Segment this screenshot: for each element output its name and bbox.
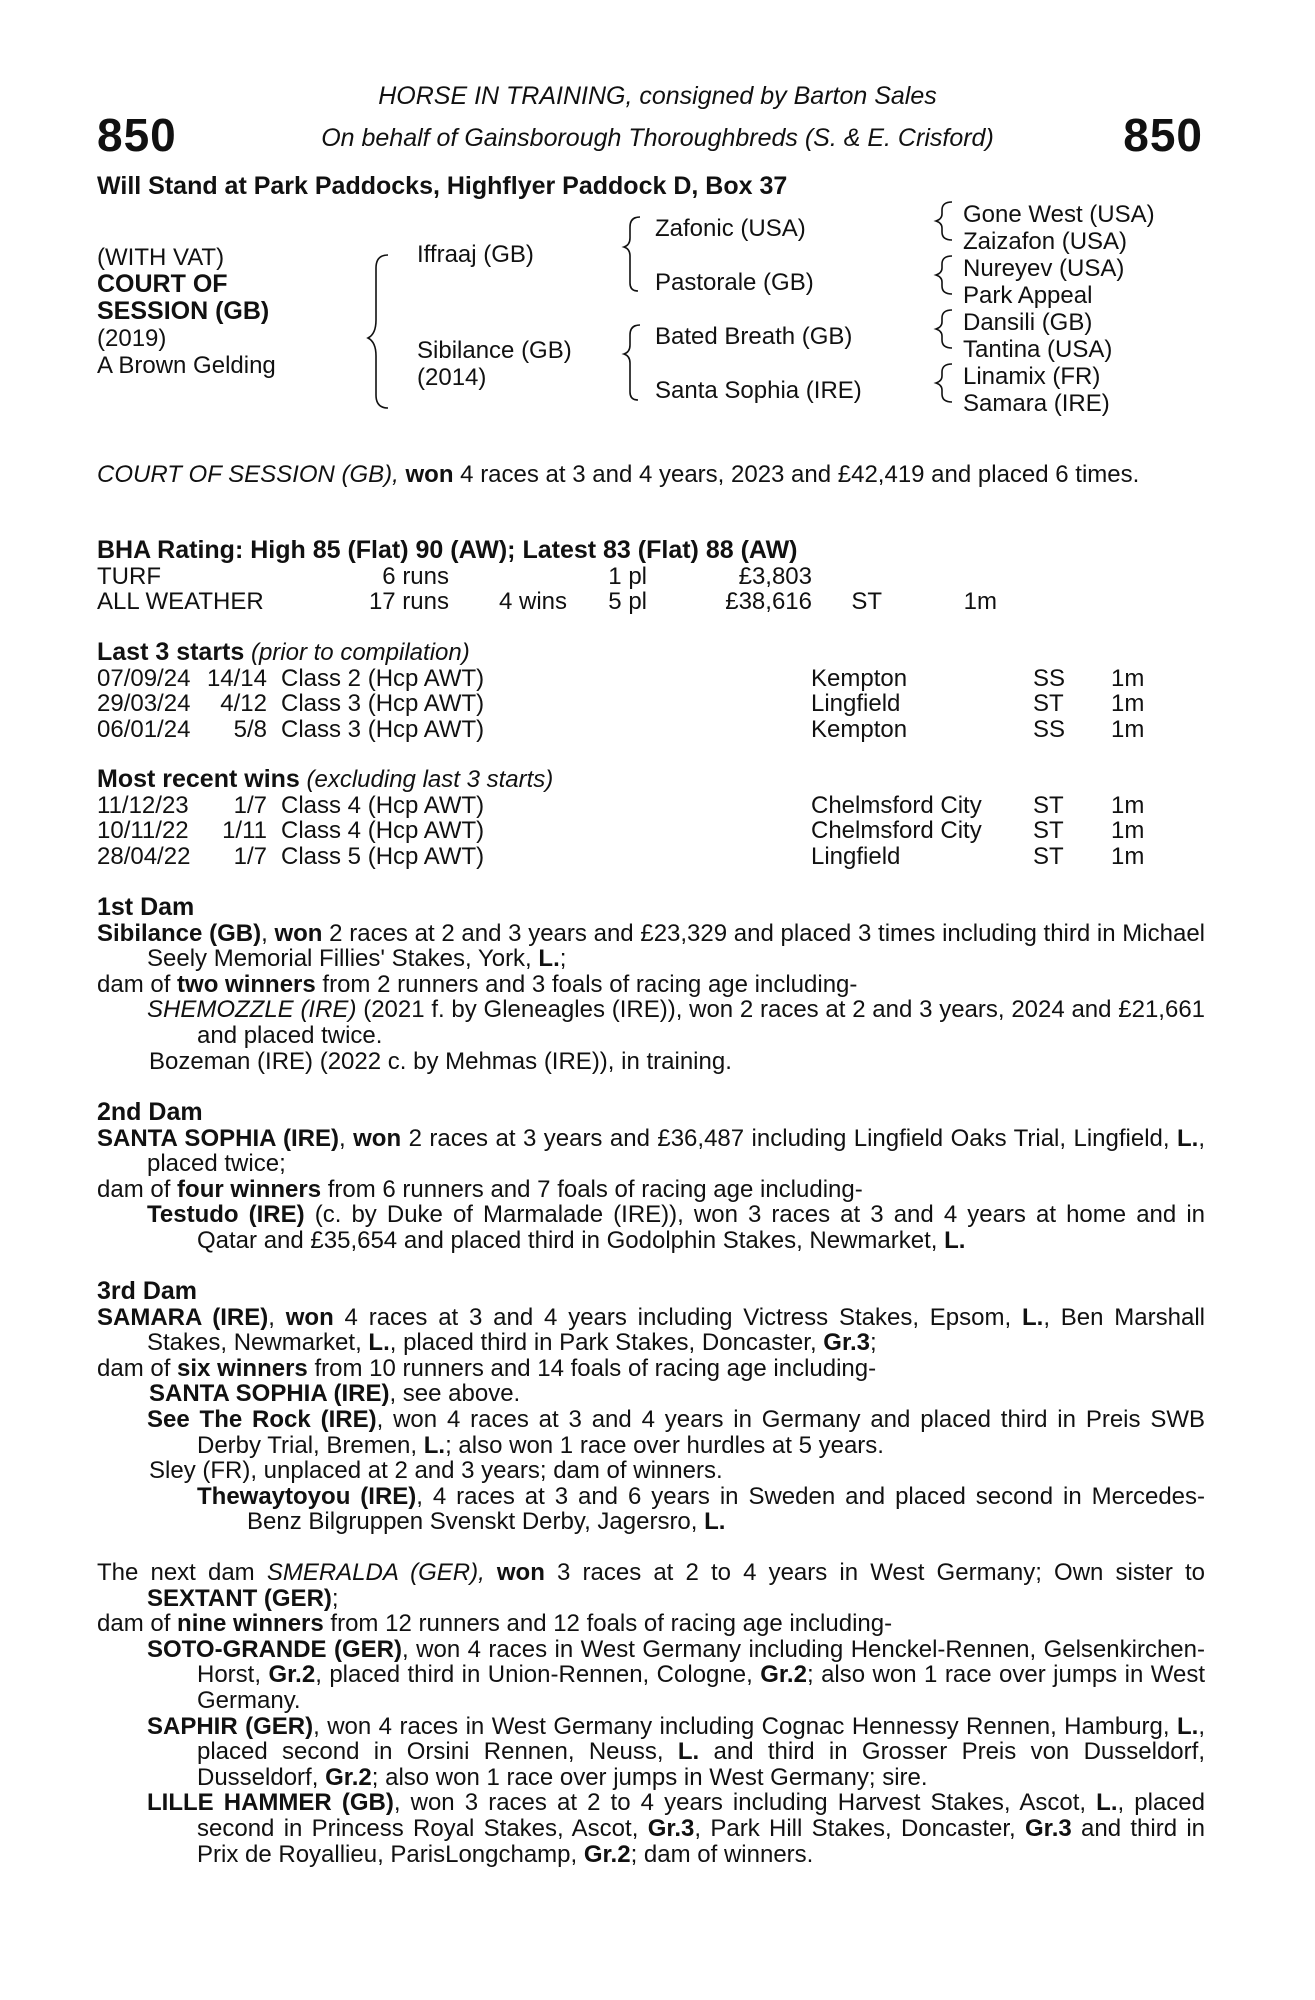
g3-6: Tantina (USA): [963, 336, 1113, 363]
consignor-line: HORSE IN TRAINING, consigned by Barton Sales: [378, 82, 937, 110]
table-row: ALL WEATHER 17 runs 4 wins 5 pl £38,616 ST 1m: [97, 588, 997, 616]
table-row: TURF 6 runs 1 pl £3,803: [97, 562, 812, 590]
sire: Iffraaj (GB): [417, 241, 534, 268]
table-row: 11/12/23 1/7 Class 4 (Hcp AWT) Chelmsford City ST 1m: [97, 791, 1145, 819]
first-dam-section: 1st Dam Sibilance (GB), won 2 races at 2 and 3 years and £23,329 and placed 3 times including third in Michael Seely Memorial Fillies' Stakes, York, L.; dam of two winners from 2 runners and 3 foals of racing age including- SHEMOZZLE (IRE) (2021 f. by Gleneagles (IRE)), won 2 races at 2 and 3 years, 2024 and £21,661 and placed twice. Bozeman (IRE) (2022 c. by Mehmas (IRE)), in training.: [97, 893, 1206, 1075]
last-3-starts: Last 3 starts (prior to compilation) 07/09/24 14/14 Class 2 (Hcp AWT) Kempton SS 1m 29/03/24 4/12 Class 3 (Hcp AWT) Lingfield ST 1m 06/01/24 5/8 Class 3 (Hcp AWT) Kempton SS 1m: [97, 638, 1145, 743]
dam-year: (2014): [417, 364, 487, 391]
table-row: 29/03/24 4/12 Class 3 (Hcp AWT) Lingfield ST 1m: [97, 690, 1145, 718]
table-row: 06/01/24 5/8 Class 3 (Hcp AWT) Kempton SS 1m: [97, 715, 1145, 743]
lot-number-right: 850: [1123, 109, 1203, 161]
horse-name-line2: SESSION (GB): [97, 297, 270, 325]
lot-number-left: 850: [97, 109, 177, 161]
recent-wins-table: [97, 793, 1144, 870]
stand-location: Will Stand at Park Paddocks, Highflyer Paddock D, Box 37: [97, 172, 788, 200]
grandsire-dam: Bated Breath (GB): [655, 323, 853, 350]
next-dam-section: The next dam SMERALDA (GER), won 3 races at 2 to 4 years in West Germany; Own sister to SEXTANT (GER); dam of nine winners from 12 runners and 12 foals of racing age including- SOTO-GRANDE (GER), won 4 races in West Germany including Henckel-Rennen, Gelsenkirchen-Horst, Gr.2, placed third in Union-Rennen, Cologne, Gr.2; also won 1 race over jumps in West Germany. SAPHIR (GER), won 4 races in West Germany including Cognac Hennessy Rennen, Hamburg, L., placed second in Orsini Rennen, Neuss, L. and third in Grosser Preis von Dusseldorf, Dusseldorf, Gr.2; also won 1 race over jumps in West Germany; sire. LILLE HAMMER (GB), won 3 races at 2 to 4 years including Harvest Stakes, Ascot, L., placed second in Princess Royal Stakes, Ascot, Gr.3, Park Hill Stakes, Doncaster, Gr.3 and third in Prix de Royallieu, ParisLongchamp, Gr.2; dam of winners.: [97, 1559, 1206, 1868]
racing-record: [97, 538, 1205, 615]
table-row: 28/04/22 1/7 Class 5 (Hcp AWT) Lingfield ST 1m: [97, 842, 1145, 870]
horse-name-line1: COURT OF: [97, 270, 228, 298]
g3-3: Nureyev (USA): [963, 255, 1125, 282]
record-table: [97, 564, 997, 615]
granddam-dam: Santa Sophia (IRE): [655, 377, 862, 404]
vendor-line: On behalf of Gainsborough Thoroughbreds (S. & E. Crisford): [321, 124, 994, 152]
bha-rating: BHA Rating: High 85 (Flat) 90 (AW); Latest 83 (Flat) 88 (AW): [97, 536, 798, 564]
g3-5: Dansili (GB): [963, 309, 1093, 336]
grandsire-sire: Zafonic (USA): [655, 215, 806, 242]
g3-8: Samara (IRE): [963, 390, 1110, 417]
race-summary: COURT OF SESSION (GB), won 4 races at 3 and 4 years, 2023 and £42,419 and placed 6 times.: [97, 461, 1140, 488]
second-dam-section: 2nd Dam SANTA SOPHIA (IRE), won 2 races at 3 years and £36,487 including Lingfield Oaks Trial, Lingfield, L., placed twice; dam of four winners from 6 runners and 7 foals of racing age including- Testudo (IRE) (c. by Duke of Marmalade (IRE)), won 3 races at 3 and 4 years at home and in Qatar and £35,654 and placed third in Godolphin Stakes, Newmarket, L.: [97, 1098, 1206, 1254]
horse-year: (2019): [97, 325, 167, 352]
table-row: 07/09/24 14/14 Class 2 (Hcp AWT) Kempton SS 1m: [97, 664, 1145, 692]
most-recent-wins: Most recent wins (excluding last 3 starts) 11/12/23 1/7 Class 4 (Hcp AWT) Chelmsford City ST 1m 10/11/22 1/11 Class 4 (Hcp AWT) Chelmsford City ST 1m 28/04/22 1/7 Class 5 (Hcp AWT) Lingfield ST 1m: [97, 765, 1145, 870]
g3-1: Gone West (USA): [963, 201, 1155, 228]
granddam-sire: Pastorale (GB): [655, 269, 814, 296]
g3-2: Zaizafon (USA): [963, 228, 1128, 255]
table-row: 10/11/22 1/11 Class 4 (Hcp AWT) Chelmsford City ST 1m: [97, 817, 1145, 845]
g3-4: Park Appeal: [963, 282, 1093, 309]
dam: Sibilance (GB): [417, 337, 572, 364]
horse-description: A Brown Gelding: [97, 352, 276, 379]
last-3-table: [97, 666, 1144, 743]
vat-label: (WITH VAT): [97, 244, 225, 271]
third-dam-section: 3rd Dam SAMARA (IRE), won 4 races at 3 and 4 years including Victress Stakes, Epsom, L., Ben Marshall Stakes, Newmarket, L., placed third in Park Stakes, Doncaster, Gr.3; dam of six winners from 10 runners and 14 foals of racing age including- SANTA SOPHIA (IRE), see above. See The Rock (IRE), won 4 races at 3 and 4 years in Germany and placed third in Preis SWB Derby Trial, Bremen, L.; also won 1 race over hurdles at 5 years. Sley (FR), unplaced at 2 and 3 years; dam of winners. Thewaytoyou (IRE), 4 races at 3 and 6 years in Sweden and placed second in Mercedes-Benz Bilgruppen Svenskt Derby, Jagersro, L.: [97, 1277, 1206, 1536]
g3-7: Linamix (FR): [963, 363, 1101, 390]
